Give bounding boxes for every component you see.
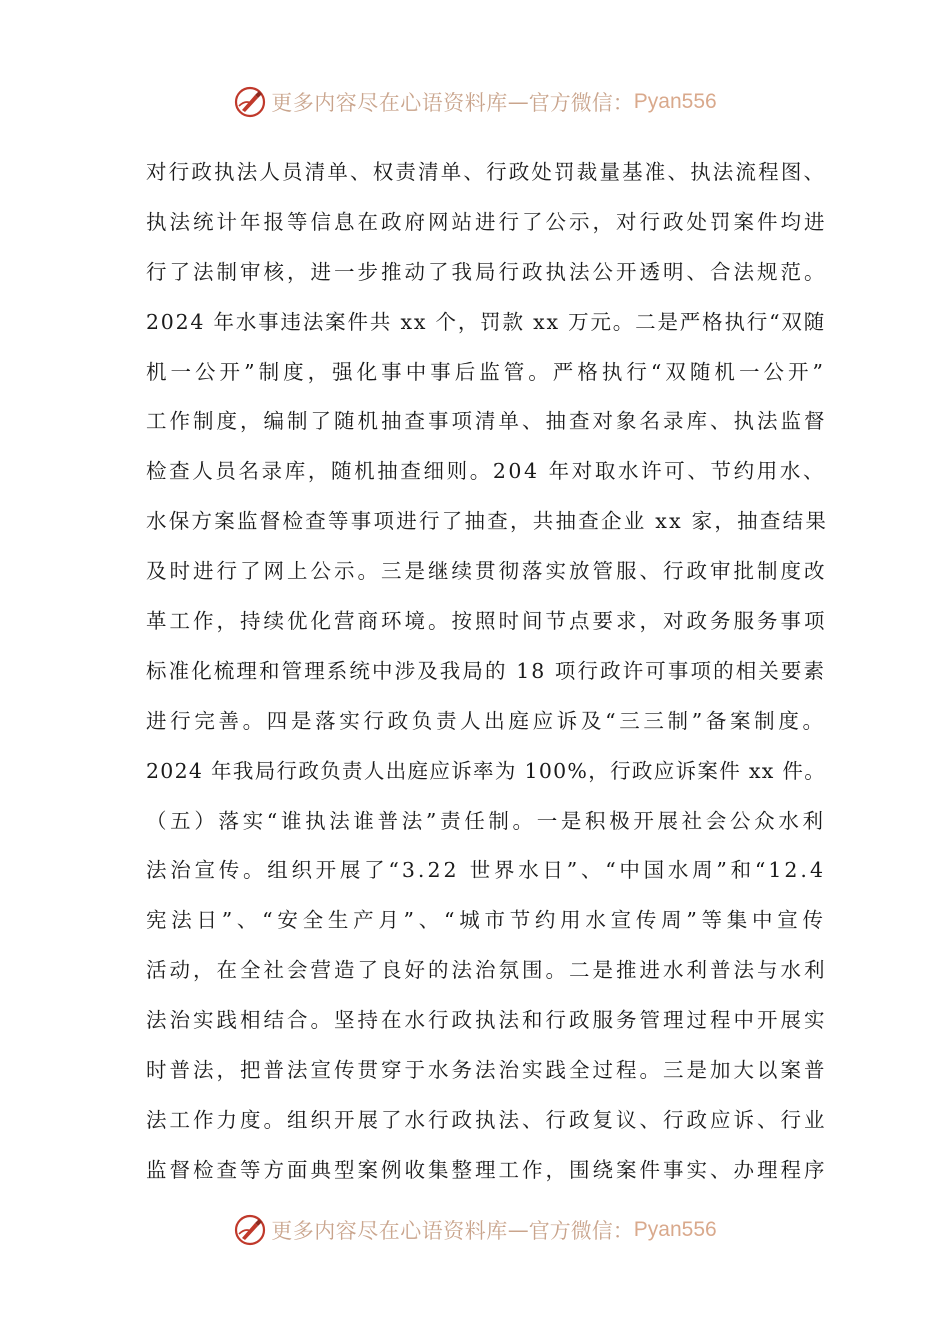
text-line: 标准化梳理和管理系统中涉及我局的 18 项行政许可事项的相关要素 <box>146 658 826 683</box>
banner-wechat-id: Pyan556 <box>633 1218 717 1241</box>
text-line: 行了法制审核，进一步推动了我局行政执法公开透明、合法规范。 <box>146 259 828 284</box>
text-line: 革工作，持续优化营商环境。按照时间节点要求，对政务服务事项 <box>146 609 828 634</box>
text-line: 监督检查等方面典型案例收集整理工作，围绕案件事实、办理程序 <box>146 1157 828 1182</box>
text-line: 检查人员名录库，随机抽查细则。204 年对取水许可、节约用水、 <box>146 459 826 484</box>
document-body <box>146 148 829 1196</box>
text-line: 执法统计年报等信息在政府网站进行了公示，对行政处罚案件均进 <box>146 209 828 234</box>
text-line: 时普法，把普法宣传贯穿于水务法治实践全过程。三是加大以案普 <box>146 1058 828 1083</box>
text-line: 进行完善。四是落实行政负责人出庭应诉及“三三制”备案制度。 <box>146 708 826 733</box>
text-line: 法工作力度。组织开展了水行政执法、行政复议、行政应诉、行业 <box>146 1107 828 1132</box>
text-line: 机一公开”制度，强化事中事后监管。严格执行“双随机一公开” <box>146 359 826 384</box>
banner-separator: — <box>507 1218 529 1242</box>
pen-nib-logo-icon <box>233 1213 267 1247</box>
footer-banner <box>0 1208 950 1252</box>
header-banner <box>0 80 950 124</box>
pen-nib-logo-icon <box>233 85 267 119</box>
banner-wechat-id: Pyan556 <box>633 90 717 113</box>
text-line: （五）落实“谁执法谁普法”责任制。一是积极开展社会公众水利 <box>146 808 826 833</box>
text-line: 法治宣传。组织开展了“3.22 世界水日”、“中国水周”和“12.4 <box>146 858 826 883</box>
text-line: 2024 年水事违法案件共 xx 个，罚款 xx 万元。二是严格执行“双随 <box>146 309 826 334</box>
text-line: 活动，在全社会营造了良好的法治氛围。二是推进水利普法与水利 <box>146 958 828 983</box>
text-line: 宪法日”、“安全生产月”、“城市节约用水宣传周”等集中宣传 <box>146 908 826 933</box>
banner-slogan: 更多内容尽在心语资料库 <box>271 1219 508 1243</box>
text-line: 及时进行了网上公示。三是继续贯彻落实放管服、行政审批制度改 <box>146 559 828 584</box>
text-line: 工作制度，编制了随机抽查事项清单、抽查对象名录库、执法监督 <box>146 409 828 434</box>
text-line: 水保方案监督检查等事项进行了抽查，共抽查企业 xx 家，抽查结果 <box>146 509 829 534</box>
text-line: 法治实践相结合。坚持在水行政执法和行政服务管理过程中开展实 <box>146 1008 828 1033</box>
banner-separator: — <box>507 90 529 114</box>
text-line: 2024 年我局行政负责人出庭应诉率为 100%，行政应诉案件 xx 件。 <box>146 758 826 783</box>
banner-slogan: 更多内容尽在心语资料库 <box>271 91 508 115</box>
text-line: 对行政执法人员清单、权责清单、行政处罚裁量基准、执法流程图、 <box>146 160 826 184</box>
banner-wechat-label: 官方微信： <box>528 91 634 115</box>
banner-wechat-label: 官方微信： <box>528 1219 634 1243</box>
